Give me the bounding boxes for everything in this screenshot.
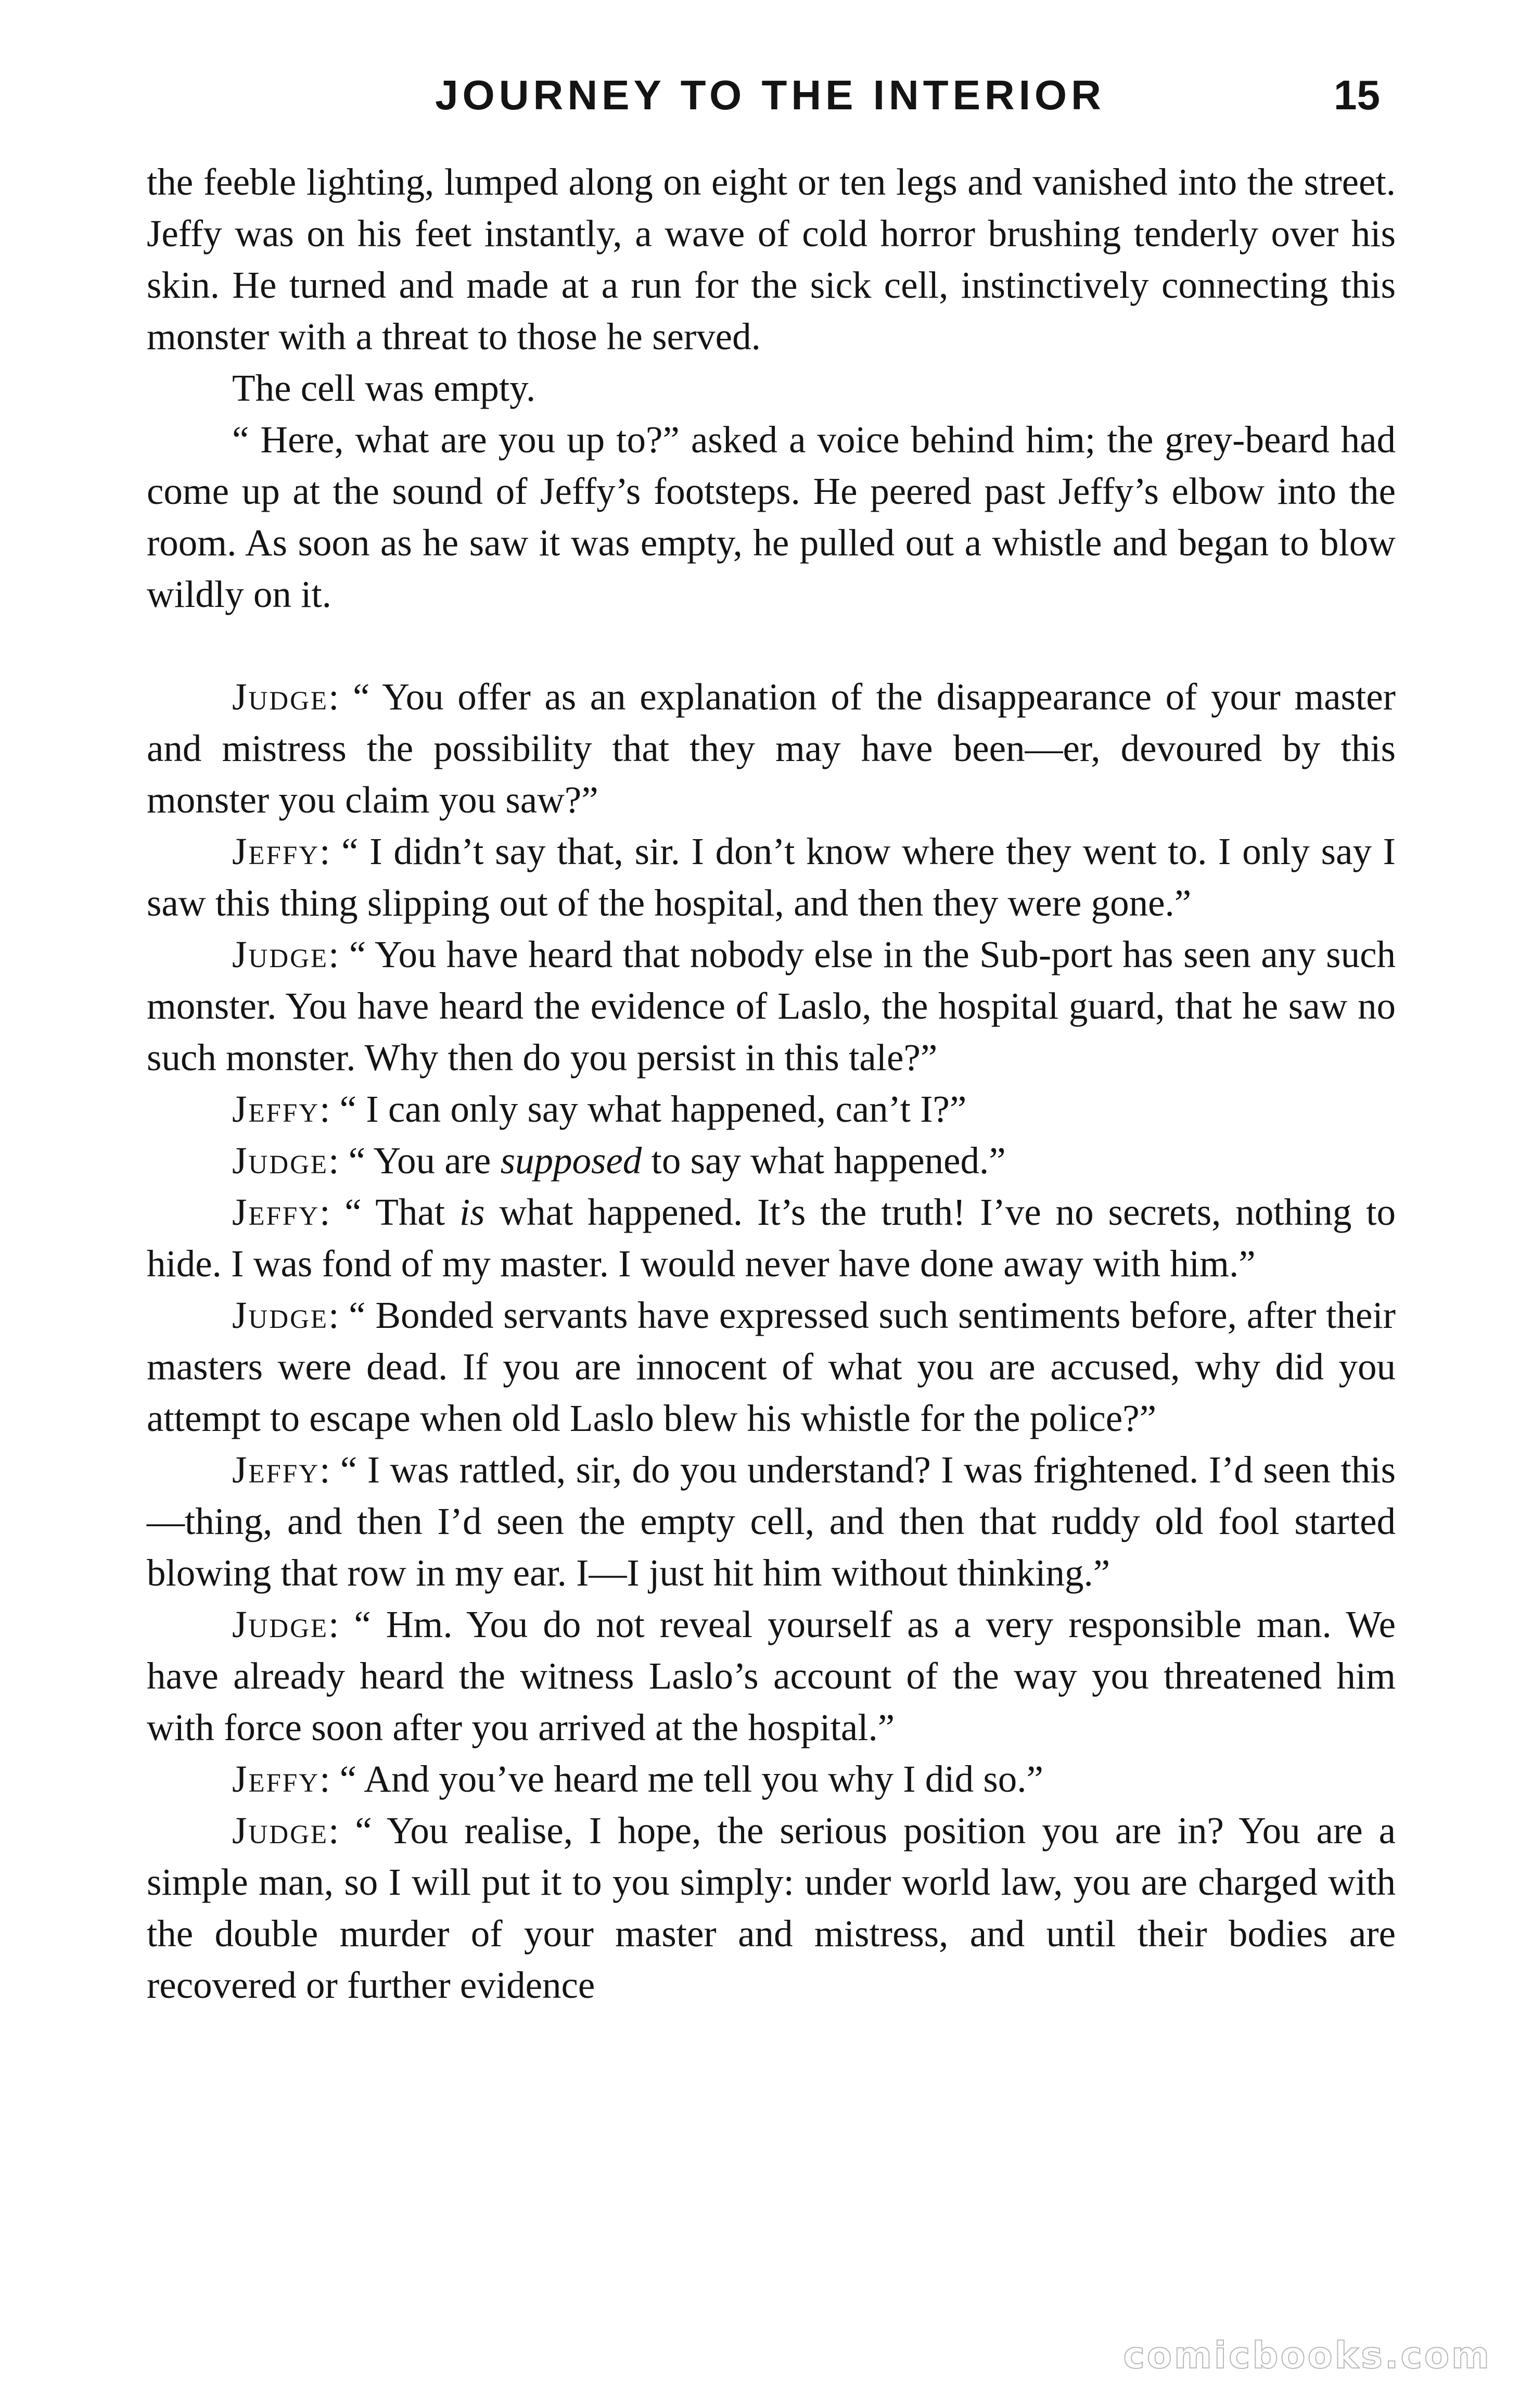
dialogue-line [147,1805,1396,2011]
speaker-name: Judge [232,676,329,718]
dialogue-text: “ Hm. You do not reveal yourself as a very responsible man. We have already heard the witness Laslo’s account of the way you threatened him with force soon after you arrived at the hospital.” [147,1603,1396,1748]
paragraph-narration [147,362,1396,414]
speaker-name: Judge [232,1139,329,1182]
speaker-separator: : [328,1809,355,1852]
speaker-separator: : [320,1449,340,1491]
dialogue-text: “ And you’ve heard me tell you why I did so.” [339,1758,1043,1800]
page-header [146,67,1395,124]
paragraph-text: “ Here, what are you up to?” asked a voice behind him; the grey-beard had come up at the sound of Jeffy’s footsteps. He peered past Jeffy’s elbow into the room. As soon as he saw it was empty, he pulled out a whistle and began to blow wildly on it. [147,419,1396,615]
dialogue-line [147,1135,1396,1186]
page-number: 15 [1334,72,1380,118]
dialogue-text: “ You have heard that nobody else in the Sub-port has seen any such monster. You have heard the evidence of Laslo, the hospital guard, that he saw no such monster. Why then do you persist in this tale?” [147,933,1396,1079]
dialogue-text: “ I was rattled, sir, do you understand? I was frightened. I’d seen this—thing, and then I’d seen the empty cell, and then that ruddy old fool started blowing that row in my ear. I—I just hit him without thinking.” [147,1449,1396,1594]
speaker-separator: : [328,676,353,718]
dialogue-text: “ You offer as an explanation of the disappearance of your master and mistress the possibility that they may have been—er, devoured by this monster you claim you saw?” [147,676,1396,821]
speaker-separator: : [328,1603,354,1645]
speaker-name: Judge [232,933,329,975]
dialogue-line [147,826,1396,929]
paragraph-narration [147,156,1396,362]
running-title: JOURNEY TO THE INTERIOR [435,72,1105,118]
dialogue-line [147,929,1396,1083]
dialogue-text: “ You are [348,1139,501,1182]
speaker-separator: : [320,1758,340,1800]
dialogue-text: “ I can only say what happened, can’t I?” [339,1088,967,1130]
speaker-name: Judge [232,1809,329,1852]
paragraph-text: the feeble lighting, lumped along on eight or ten legs and vanished into the street. Jeffy was on his feet instantly, a wave of cold horror brushing tenderly over his skin. He turned and made at a run for the sick cell, instinctively connecting this monster with a threat to those he served. [147,161,1396,358]
speaker-name: Jeffy [232,1088,320,1130]
speaker-separator: : [320,830,342,872]
dialogue-line [147,1444,1396,1599]
speaker-name: Jeffy [232,1449,320,1491]
dialogue-emphasis: is [459,1191,485,1233]
dialogue-text: to say what happened.” [642,1139,1006,1182]
dialogue-text: “ I didn’t say that, sir. I don’t know where they went to. I only say I saw this thing slipping out of the hospital, and then they were gone.” [147,830,1396,924]
paragraph-text: The cell was empty. [232,367,536,409]
speaker-separator: : [328,1139,349,1182]
dialogue-text: what happened. It’s the truth! I’ve no secrets, nothing to hide. I was fond of my master. I would never have done away with him.” [147,1191,1396,1285]
speaker-separator: : [328,933,349,975]
dialogue-line [147,1599,1396,1753]
speaker-name: Jeffy [232,1758,320,1800]
paragraph-narration [147,414,1396,620]
speaker-name: Judge [232,1603,329,1645]
speaker-separator: : [328,1294,349,1336]
speaker-separator: : [320,1191,345,1233]
body-text [147,156,1396,2011]
dialogue-line [147,1186,1396,1289]
site-watermark: comicbooks.com [1123,2334,1491,2377]
dialogue-line [147,671,1396,826]
dialogue-line [147,1083,1396,1135]
dialogue-line [147,1753,1396,1805]
speaker-separator: : [320,1088,340,1130]
dialogue-text: “ That [344,1191,459,1233]
speaker-name: Jeffy [232,1191,320,1233]
dialogue-text: “ You realise, I hope, the serious position you are in? You are a simple man, so I will put it to you simply: under world law, you are charged with the double murder of your master and mistress, and until their bodies are recovered or further evidence [147,1809,1396,2006]
speaker-name: Judge [232,1294,329,1336]
speaker-name: Jeffy [232,830,320,872]
dialogue-emphasis: supposed [500,1139,642,1182]
dialogue-text: “ Bonded servants have expressed such sentiments before, after their masters were dead. If you are innocent of what you are accused, why did you attempt to escape when old Laslo blew his whistle for the police?” [147,1294,1396,1439]
dialogue-line [147,1289,1396,1444]
